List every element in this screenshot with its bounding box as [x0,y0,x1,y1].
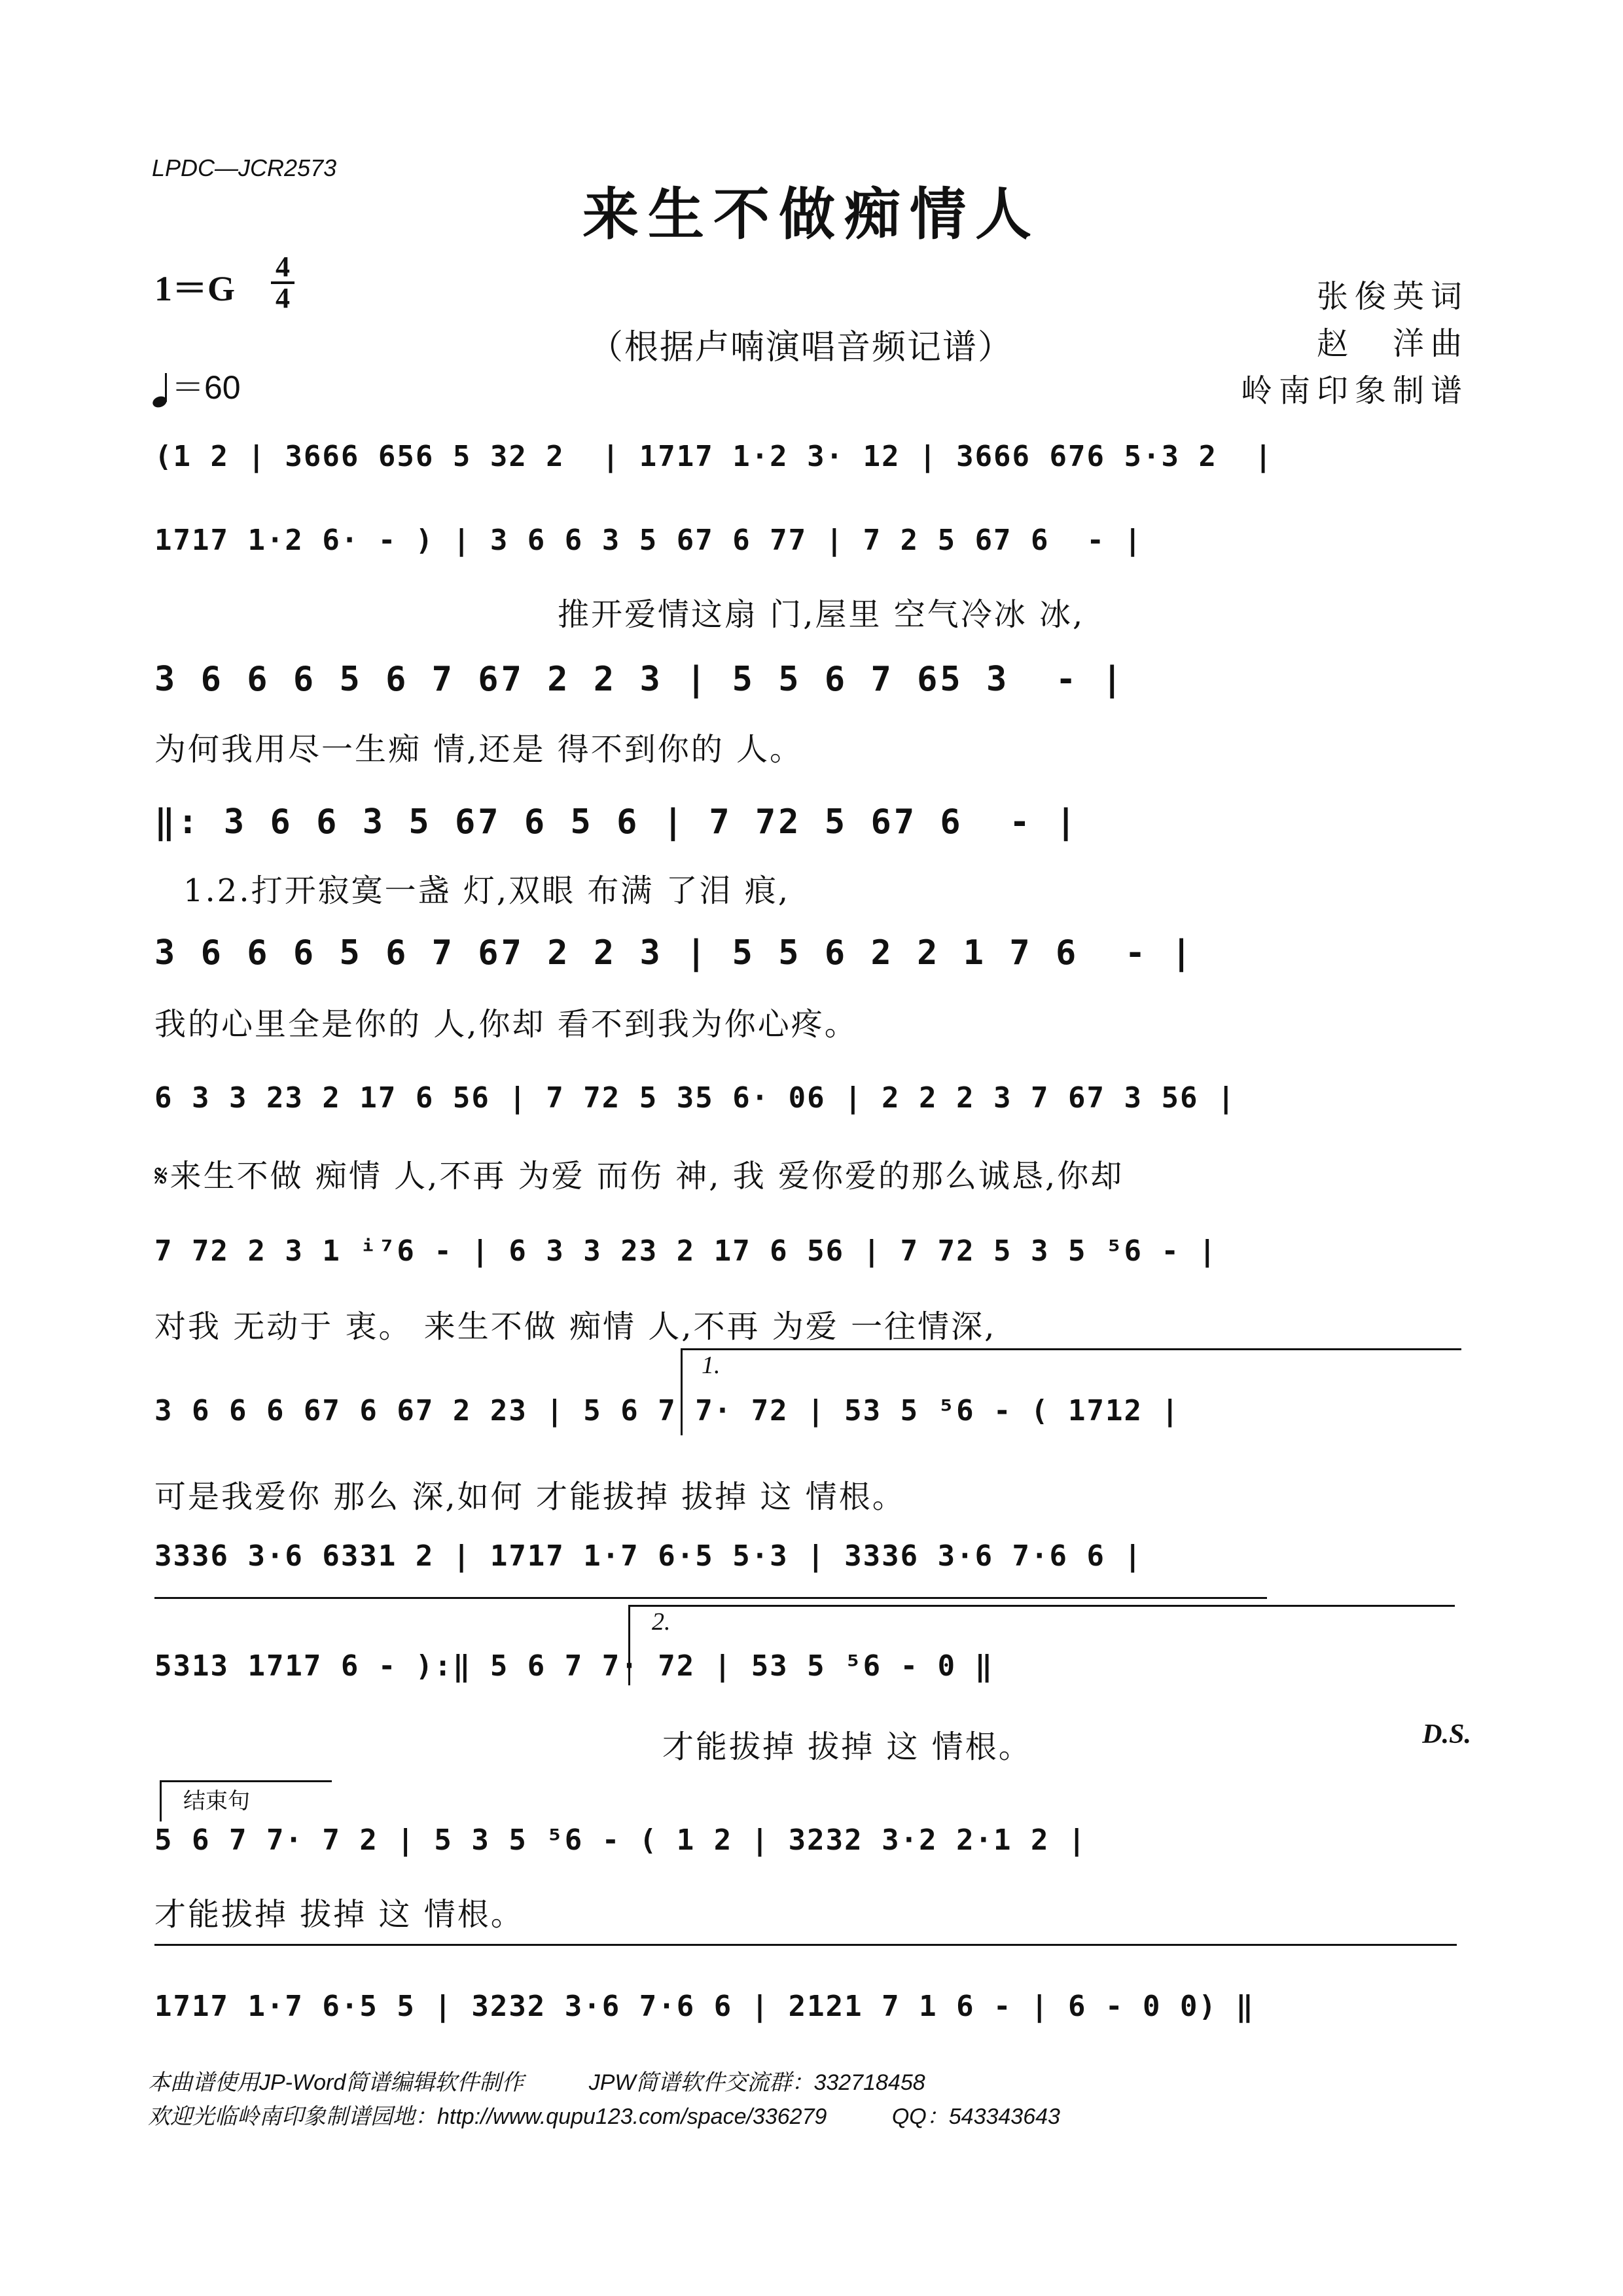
footer-qq: QQ：543343643 [891,2104,1060,2129]
subtitle: （根据卢喃演唱音频记谱） [589,328,1014,367]
key-signature: 1＝G [154,269,236,308]
lyric-line-7: 可是我爱你 那么 深,如何 才能拔掉 拔掉 这 情根。 [154,1479,906,1515]
arranger-credit: 岭南印象制谱 [1240,372,1469,409]
song-title: 来生不做痴情人 [582,181,1041,247]
score-line-7: 7 72 2 3 1 ⁱ⁷6 - | 6 3 3 23 2 17 6 56 | 7 72 5 3 5 ⁵6 - | [154,1234,1217,1268]
divider-line [154,1597,1267,1599]
volta-2-label: 2. [652,1608,671,1636]
footer-website[interactable]: 欢迎光临岭南印象制谱园地：http://www.qupu123.com/space/336279 [148,2104,827,2129]
ending-label: 结束句 [183,1788,250,1814]
divider-line-2 [154,1944,1457,1946]
score-line-11: 5 6 7 7· 7 2 | 5 3 5 ⁵6 - ( 1 2 | 3232 3·2 2·1 2 | [154,1823,1087,1857]
time-bottom: 4 [276,282,290,314]
score-line-1: (1 2 | 3666 656 5 32 2 | 1717 1·2 3· 12 | 3666 676 5·3 2 | [154,440,1274,473]
score-line-2: 1717 1·2 6· - ) | 3 6 6 3 5 67 6 77 | 7 2 5 67 6 - | [154,524,1143,557]
score-line-10: 5313 1717 6 - ):‖ 5 6 7 7· 72 | 53 5 ⁵6 - 0 ‖ [154,1649,994,1683]
score-line-3: 3 6 6 6 5 6 7 67 2 2 3 | 5 5 6 7 65 3 - | [154,660,1125,699]
lyric-line-9: 才能拔掉 拔掉 这 情根。 [154,1896,524,1933]
volta-1-label: 1. [702,1352,721,1379]
lyricist-credit: 张俊英词 [1316,278,1469,315]
lyric-line-5: 𝄋来生不做 痴情 人,不再 为爱 而伤 神, 我 爱你爱的那么诚恳,你却 [154,1158,1124,1194]
footer-line-1 [148,2064,925,2096]
quarter-note-icon [152,372,171,408]
tempo-value: ＝60 [171,369,241,406]
score-line-12: 1717 1·7 6·5 5 | 3232 3·6 7·6 6 | 2121 7 1 6 - | 6 - 0 0) ‖ [154,1990,1255,2023]
lyric-line-8: 才能拔掉 拔掉 这 情根。 [662,1729,1032,1765]
score-code: LPDC—JCR2573 [152,154,337,181]
lyric-line-1: 推开爱情这扇 门,屋里 空气冷冰 冰, [558,596,1085,633]
score-line-5: 3 6 6 6 5 6 7 67 2 2 3 | 5 5 6 2 2 1 7 6 - | [154,933,1194,973]
ds-mark: D.S. [1422,1719,1471,1749]
lyric-line-4: 我的心里全是你的 人,你却 看不到我为你心疼。 [154,1006,858,1043]
footer-group: JPW简谱软件交流群：332718458 [588,2070,925,2095]
score-line-6: 6 3 3 23 2 17 6 56 | 7 72 5 35 6· 06 | 2 2 2 3 7 67 3 56 | [154,1081,1236,1115]
footer-software: 本曲谱使用JP-Word简谱编辑软件制作 [148,2070,524,2095]
score-line-9: 3336 3·6 6331 2 | 1717 1·7 6·5 5·3 | 3336 3·6 7·6 6 | [154,1539,1143,1573]
tempo-mark [152,361,241,408]
time-signature [270,253,296,313]
score-line-8: 3 6 6 6 67 6 67 2 23 | 5 6 7 7· 72 | 53 5 ⁵6 - ( 1712 | [154,1394,1180,1427]
lyric-line-6: 对我 无动于 衷。 来生不做 痴情 人,不再 为爱 一往情深, [154,1308,997,1345]
lyric-line-3: 1.2.打开寂寞一盏 灯,双眼 布满 了泪 痕, [183,872,791,909]
time-top: 4 [276,251,290,283]
lyric-line-2: 为何我用尽一生痴 情,还是 得不到你的 人。 [154,731,804,768]
footer-line-2 [148,2098,1060,2130]
score-line-4: ‖: 3 6 6 3 5 67 6 5 6 | 7 72 5 67 6 - | [154,802,1079,842]
composer-credit: 赵 洋曲 [1316,325,1469,362]
